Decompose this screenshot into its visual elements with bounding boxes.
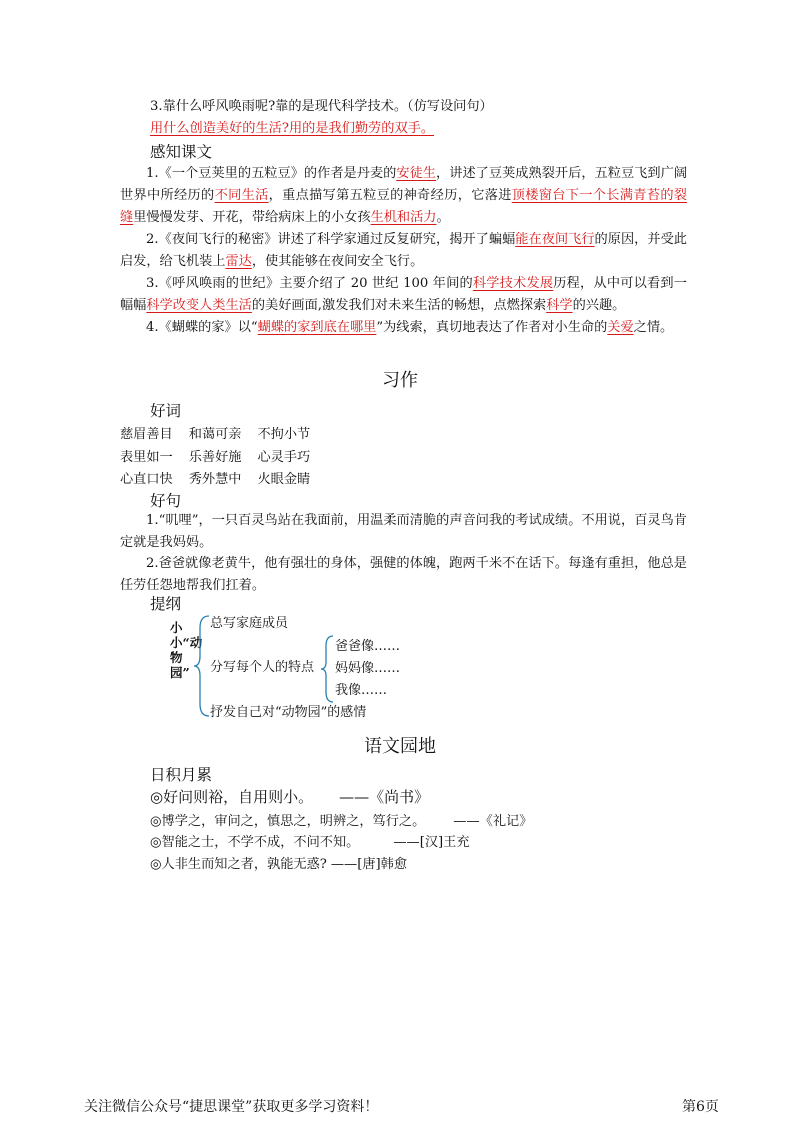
section-title-outline: 提纲 [150, 595, 182, 613]
word-row: 心直口快 秀外慧中 火眼金睛 [120, 472, 311, 487]
answer-3: 用什么创造美好的生活?用的是我们勤劳的双手。 [150, 121, 435, 136]
answer-blank: 蝴蝶的家到底在哪里 [257, 320, 377, 335]
heading-writing: 习作 [382, 370, 418, 391]
quote-line: ◎智能之士，不学不成，不问不知。 ——[汉]王充 [150, 835, 470, 850]
sentence-1: 1.“叽哩”，一只百灵鸟站在我面前，用温柔而清脆的声音问我的考试成绩。不用说，百灵鸟肯定就是我妈妈。 [120, 513, 687, 550]
word-row: 慈眉善目 和蔼可亲 不拘小节 [120, 427, 311, 442]
answer-blank: 能在夜间飞行 [515, 232, 595, 247]
outline-general: 总写家庭成员 [210, 616, 289, 631]
word-row: 表里如一 乐善好施 心灵手巧 [120, 450, 311, 465]
answer-blank: 科学 [546, 298, 573, 313]
answer-blank: 不同生活 [214, 188, 269, 203]
perception-paragraph-2: 2.《夜间飞行的秘密》讲述了科学家通过反复研究，揭开了蝙蝠能在夜间飞行的原因，并受此启发，给飞机装上雷达，使其能够在夜间安全飞行。 [120, 232, 687, 269]
outline-diagram [170, 612, 430, 722]
heading-chinese-garden: 语文园地 [364, 736, 436, 757]
perception-paragraph-3: 3.《呼风唤雨的世纪》主要介绍了 20 世纪 100 年间的科学技术发展历程，从中可以看到一幅幅科学改变人类生活的美好画面,激发我们对未来生活的畅想，点燃探索科学的兴趣。 [120, 276, 687, 313]
answer-blank: 雷达 [225, 254, 252, 269]
outline-sub-brace [320, 634, 336, 704]
outline-each: 分写每个人的特点 [210, 660, 315, 675]
perception-paragraph-4: 4.《蝴蝶的家》以“蝴蝶的家到底在哪里”为线索，真切地表达了作者对小生命的关爱之情。 [146, 320, 674, 335]
section-title-perception: 感知课文 [150, 143, 213, 161]
answer-blank: 科学技术发展 [472, 276, 554, 291]
outline-brace [192, 614, 212, 718]
section-title-good-words: 好词 [150, 402, 182, 420]
quote-line: ◎博学之，审问之，慎思之，明辨之，笃行之。 ——《礼记》 [150, 814, 533, 829]
outline-dad: 爸爸像…… [335, 639, 401, 654]
outline-end: 抒发自己对“动物园”的感情 [210, 705, 367, 720]
footer-promo-text: 关注微信公众号“捷思课堂”获取更多学习资料！ [84, 1099, 379, 1115]
section-title-daily-accumulation: 日积月累 [150, 766, 213, 784]
answer-blank: 生机和活力 [370, 210, 437, 225]
page-number: 第6页 [682, 1099, 719, 1115]
sentence-2: 2.爸爸就像老黄牛，他有强壮的身体，强健的体魄，跑两千米不在话下。每逢有重担，他总是任劳任怨地帮我们扛着。 [120, 556, 687, 593]
outline-root: 小小“动物园” [170, 620, 203, 680]
answer-blank: 安徒生 [396, 166, 437, 181]
quote-line: ◎好问则裕，自用则小。 ——《尚书》 [150, 788, 430, 806]
answer-blank: 顶楼窗台下一个长满青苔的裂缝 [120, 188, 688, 225]
answer-blank: 关爱 [607, 320, 634, 335]
section-title-good-sentences: 好句 [150, 492, 182, 510]
outline-me: 我像…… [335, 683, 388, 698]
perception-paragraph-1: 1.《一个豆荚里的五粒豆》的作者是丹麦的安徒生，讲述了豆荚成熟裂开后，五粒豆飞到广阔世界中所经历的不同生活，重点描写第五粒豆的神奇经历，它落进顶楼窗台下一个长满青苔的裂缝里慢慢发芽、开花，带给病床上的小女孩生机和活力。 [120, 166, 688, 225]
question-3: 3.靠什么呼风唤雨呢?靠的是现代科学技术。（仿写设问句） [150, 99, 493, 114]
quote-line: ◎人非生而知之者，孰能无惑? ——[唐]韩愈 [150, 857, 408, 872]
outline-mom: 妈妈像…… [335, 661, 401, 676]
answer-blank: 科学改变人类生活 [146, 298, 252, 313]
